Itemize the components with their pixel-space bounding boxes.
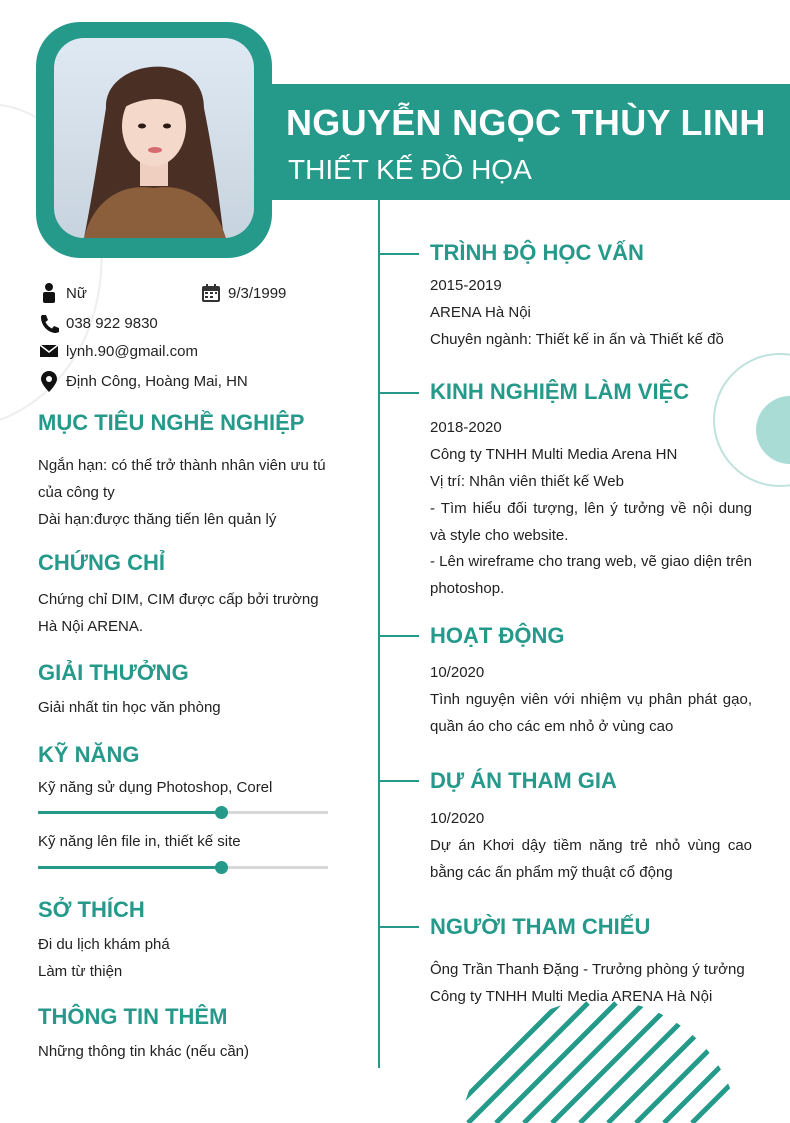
education-period: 2015-2019 — [430, 277, 502, 294]
skills-title: KỸ NĂNG — [38, 742, 140, 767]
activities-date: 10/2020 — [430, 664, 485, 681]
photo-frame — [36, 22, 272, 258]
gender-value: Nữ — [66, 284, 87, 302]
activities-title: HOẠT ĐỘNG — [430, 623, 565, 648]
phone-icon — [38, 312, 60, 334]
certificates-title: CHỨNG CHỈ — [38, 550, 166, 575]
timeline-tick-references — [379, 926, 419, 928]
mail-icon — [38, 340, 60, 362]
reference-person: Ông Trần Thanh Đặng - Trưởng phòng ý tưởng — [430, 961, 745, 978]
gender-row — [38, 282, 87, 304]
location-icon — [38, 370, 60, 392]
awards-text: Giải nhất tin học văn phòng — [38, 699, 221, 716]
skill-bar-2 — [38, 866, 328, 869]
career-goal-long: Dài hạn:được thăng tiến lên quản lý — [38, 511, 277, 528]
timeline-tick-projects — [379, 780, 419, 782]
hobby-2: Làm từ thiện — [38, 963, 123, 980]
candidate-name: NGUYỄN NGỌC THÙY LINH — [286, 102, 766, 143]
person-icon — [38, 282, 60, 304]
career-goal-title: MỤC TIÊU NGHỀ NGHIỆP — [38, 410, 305, 435]
projects-text: Dự án Khơi dậy tiềm năng trẻ nhỏ vùng cao bằng các ấn phẩm mỹ thuật cổ động — [430, 837, 752, 881]
education-title: TRÌNH ĐỘ HỌC VẤN — [430, 240, 644, 265]
certificates-text: Chứng chỉ DIM, CIM được cấp bởi trường Hà Nội ARENA. — [38, 591, 319, 635]
experience-company: Công ty TNHH Multi Media Arena HN — [430, 446, 678, 463]
activities-text: Tình nguyện viên với nhiệm vụ phân phát gạo, quần áo cho các em nhỏ ở vùng cao — [430, 691, 752, 735]
timeline-tick-education — [379, 253, 419, 255]
experience-period: 2018-2020 — [430, 419, 502, 436]
hobby-1: Đi du lịch khám phá — [38, 936, 170, 953]
projects-date: 10/2020 — [430, 810, 485, 827]
skill-bar-1 — [38, 811, 328, 814]
skill-bar-knob-1 — [215, 806, 228, 819]
skill-label-2: Kỹ năng lên file in, thiết kế site — [38, 833, 241, 850]
skill-bar-fill-1 — [38, 811, 221, 814]
projects-title: DỰ ÁN THAM GIA — [430, 768, 617, 793]
experience-duty-2: - Lên wireframe cho trang web, vẽ giao diện trên photoshop. — [430, 553, 752, 597]
phone-row — [38, 312, 158, 334]
skill-label-1: Kỹ năng sử dụng Photoshop, Corel — [38, 779, 273, 796]
experience-position: Vị trí: Nhân viên thiết kế Web — [430, 473, 624, 490]
timeline-tick-activities — [379, 635, 419, 637]
references-title: NGƯỜI THAM CHIẾU — [430, 914, 651, 939]
phone-value: 038 922 9830 — [66, 314, 158, 332]
calendar-icon — [200, 282, 222, 304]
awards-title: GIẢI THƯỞNG — [38, 660, 189, 685]
address-value: Định Công, Hoàng Mai, HN — [66, 372, 248, 390]
education-major: Chuyên ngành: Thiết kế in ấn và Thiết kế đồ — [430, 331, 724, 348]
experience-title: KINH NGHIỆM LÀM VIỆC — [430, 379, 690, 404]
hobbies-title: SỞ THÍCH — [38, 897, 145, 922]
address-row — [38, 370, 248, 392]
extra-info-text: Những thông tin khác (nếu cần) — [38, 1043, 250, 1060]
email-row — [38, 340, 198, 362]
birthday-value: 9/3/1999 — [228, 284, 287, 302]
education-school: ARENA Hà Nội — [430, 304, 531, 321]
profile-photo — [54, 38, 254, 238]
career-goal-short: Ngắn hạn: có thể trở thành nhân viên ưu tú của công ty — [38, 457, 326, 501]
experience-duty-1: - Tìm hiểu đối tượng, lên ý tưởng về nội dung và style cho website. — [430, 500, 752, 544]
extra-info-title: THÔNG TIN THÊM — [38, 1004, 228, 1029]
skill-bar-fill-2 — [38, 866, 221, 869]
reference-company: Công ty TNHH Multi Media ARENA Hà Nội — [430, 988, 713, 1005]
timeline-line — [378, 200, 380, 1068]
job-title: THIẾT KẾ ĐỒ HỌA — [288, 154, 532, 185]
timeline-tick-experience — [379, 392, 419, 394]
skill-bar-knob-2 — [215, 861, 228, 874]
email-value: lynh.90@gmail.com — [66, 342, 198, 360]
birthday-row — [200, 282, 286, 304]
